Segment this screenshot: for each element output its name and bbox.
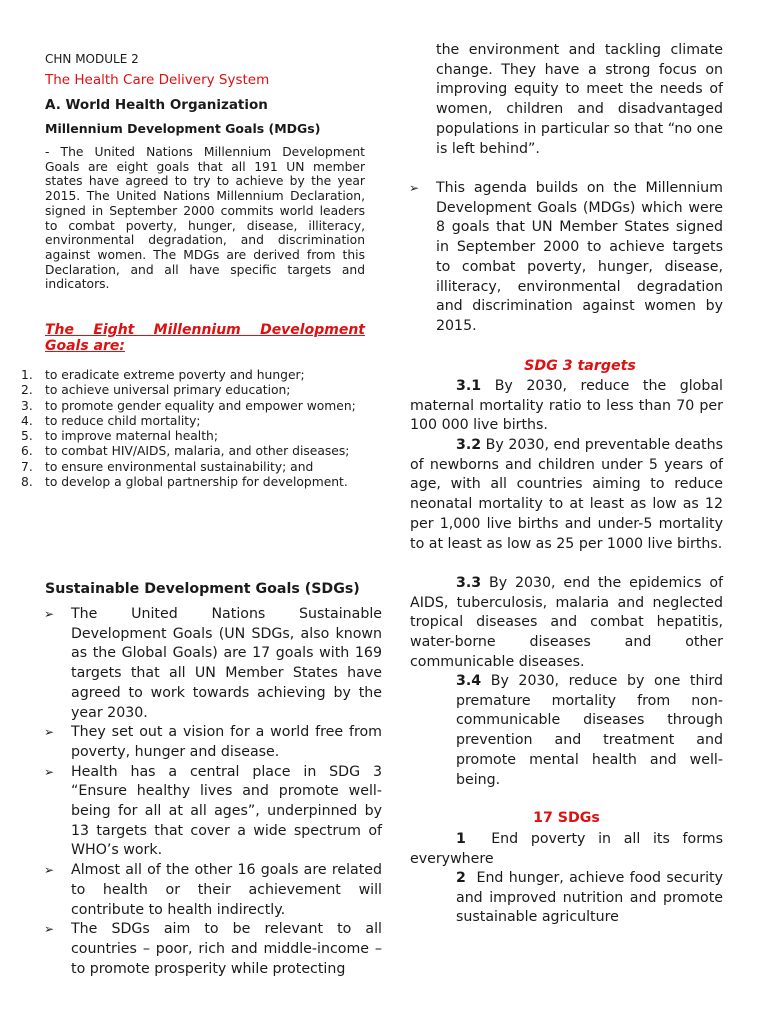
sdg-bullet-list: [44, 605, 382, 979]
list-item: 6. to combat HIV/AIDS, malaria, and other diseases;: [21, 444, 350, 459]
list-item: ➢ The SDGs aim to be relevant to all countries – poor, rich and middle-income – to promote prosperity while protecting: [44, 921, 382, 977]
sdg3-target: 3.4 By 2030, reduce by one third premature mortality from non-communicable diseases through prevention and treatment and promote mental health and well-being.: [456, 673, 723, 788]
list-item: 2. to achieve universal primary education;: [21, 383, 291, 398]
list-item: ➢ This agenda builds on the Millennium Development Goals (MDGs) which were 8 goals that UN Member States signed in September 2000 to achieve targets to combat poverty, hunger, disease, illiteracy, environmental degradation and discrimination against women by 2015.: [409, 180, 723, 334]
sdg3-target: 3.3 By 2030, end the epidemics of AIDS, tuberculosis, malaria and neglected tropical diseases and combat hepatitis, water-borne diseases and other communicable diseases.: [410, 575, 723, 670]
agenda-bullet-list: [409, 179, 723, 337]
list-item: 8. to develop a global partnership for development.: [21, 475, 348, 490]
sdg3-heading: SDG 3 targets: [524, 358, 636, 374]
list-item: ➢ Health has a central place in SDG 3 “Ensure healthy lives and promote well-being for all at all ages”, underpinned by 13 targets that cover a wide spectrum of WHO’s work.: [44, 763, 382, 859]
list-item: 1. to eradicate extreme poverty and hunger;: [21, 368, 305, 382]
section-heading-who: A. World Health Organization: [45, 97, 268, 113]
eight-goals-heading: The Eight Millennium Development Goals are:: [45, 322, 365, 354]
list-item: ➢ Almost all of the other 16 goals are related to health or their achievement will contribute to health indirectly.: [44, 862, 382, 918]
sdg-heading: Sustainable Development Goals (SDGs): [45, 581, 360, 597]
sdg3-target: 3.1 By 2030, reduce the global maternal mortality ratio to less than 70 per 100 000 live births.: [410, 378, 723, 434]
arrow-bullet-icon: ➢: [44, 725, 55, 740]
sdg-goal-item: 2 End hunger, achieve food security and improved nutrition and promote sustainable agriculture: [456, 870, 728, 926]
arrow-bullet-icon: ➢: [44, 863, 55, 878]
list-item: 7. to ensure environmental sustainability; and: [21, 459, 314, 474]
sdg-continuation-text: the environment and tackling climate change. They have a strong focus on improving equity to meet the needs of women, children and disadvantaged populations in particular so that “no one is left behind”.: [436, 42, 723, 157]
mdg-intro-paragraph: - The United Nations Millennium Development Goals are eight goals that all 191 UN member states have agreed to try to achieve by the year 2015. The United Nations Millennium Declaration, signed in September 2000 commits world leaders to combat poverty, hunger, disease, illiteracy, environmental degradation, and discrimination against women. The MDGs are derived from this Declaration, and all have specific targets and indicators.: [45, 145, 365, 292]
sdgs17-heading: 17 SDGs: [533, 810, 600, 826]
arrow-bullet-icon: ➢: [409, 181, 420, 195]
arrow-bullet-icon: ➢: [44, 764, 55, 779]
list-item: ➢ They set out a vision for a world free from poverty, hunger and disease.: [44, 724, 382, 760]
sdg3-target: 3.2 By 2030, end preventable deaths of newborns and children under 5 years of age, with all countries aiming to reduce neonatal mortality to at least as low as 12 per 1,000 live births and under-5 mortality to at least as low as 25 per 1000 live births.: [410, 437, 723, 552]
list-item: 5. to improve maternal health;: [21, 429, 218, 444]
arrow-bullet-icon: ➢: [44, 922, 55, 937]
sdg-goal-item: 1 End poverty in all its forms everywhere: [410, 831, 728, 867]
doc-title: The Health Care Delivery System: [45, 72, 270, 88]
arrow-bullet-icon: ➢: [44, 607, 55, 621]
mdg-goals-list: [21, 368, 365, 490]
list-item: ➢ The United Nations Sustainable Development Goals (UN SDGs, also known as the Global Goals) are 17 goals with 169 targets that all UN Member States have agreed to work towards achieving by the year 2030.: [44, 606, 382, 721]
list-item: 4. to reduce child mortality;: [21, 413, 201, 428]
mdg-heading: Millennium Development Goals (MDGs): [45, 121, 321, 136]
list-item: 3. to promote gender equality and empower women;: [21, 398, 356, 413]
module-label: CHN MODULE 2: [45, 52, 139, 66]
